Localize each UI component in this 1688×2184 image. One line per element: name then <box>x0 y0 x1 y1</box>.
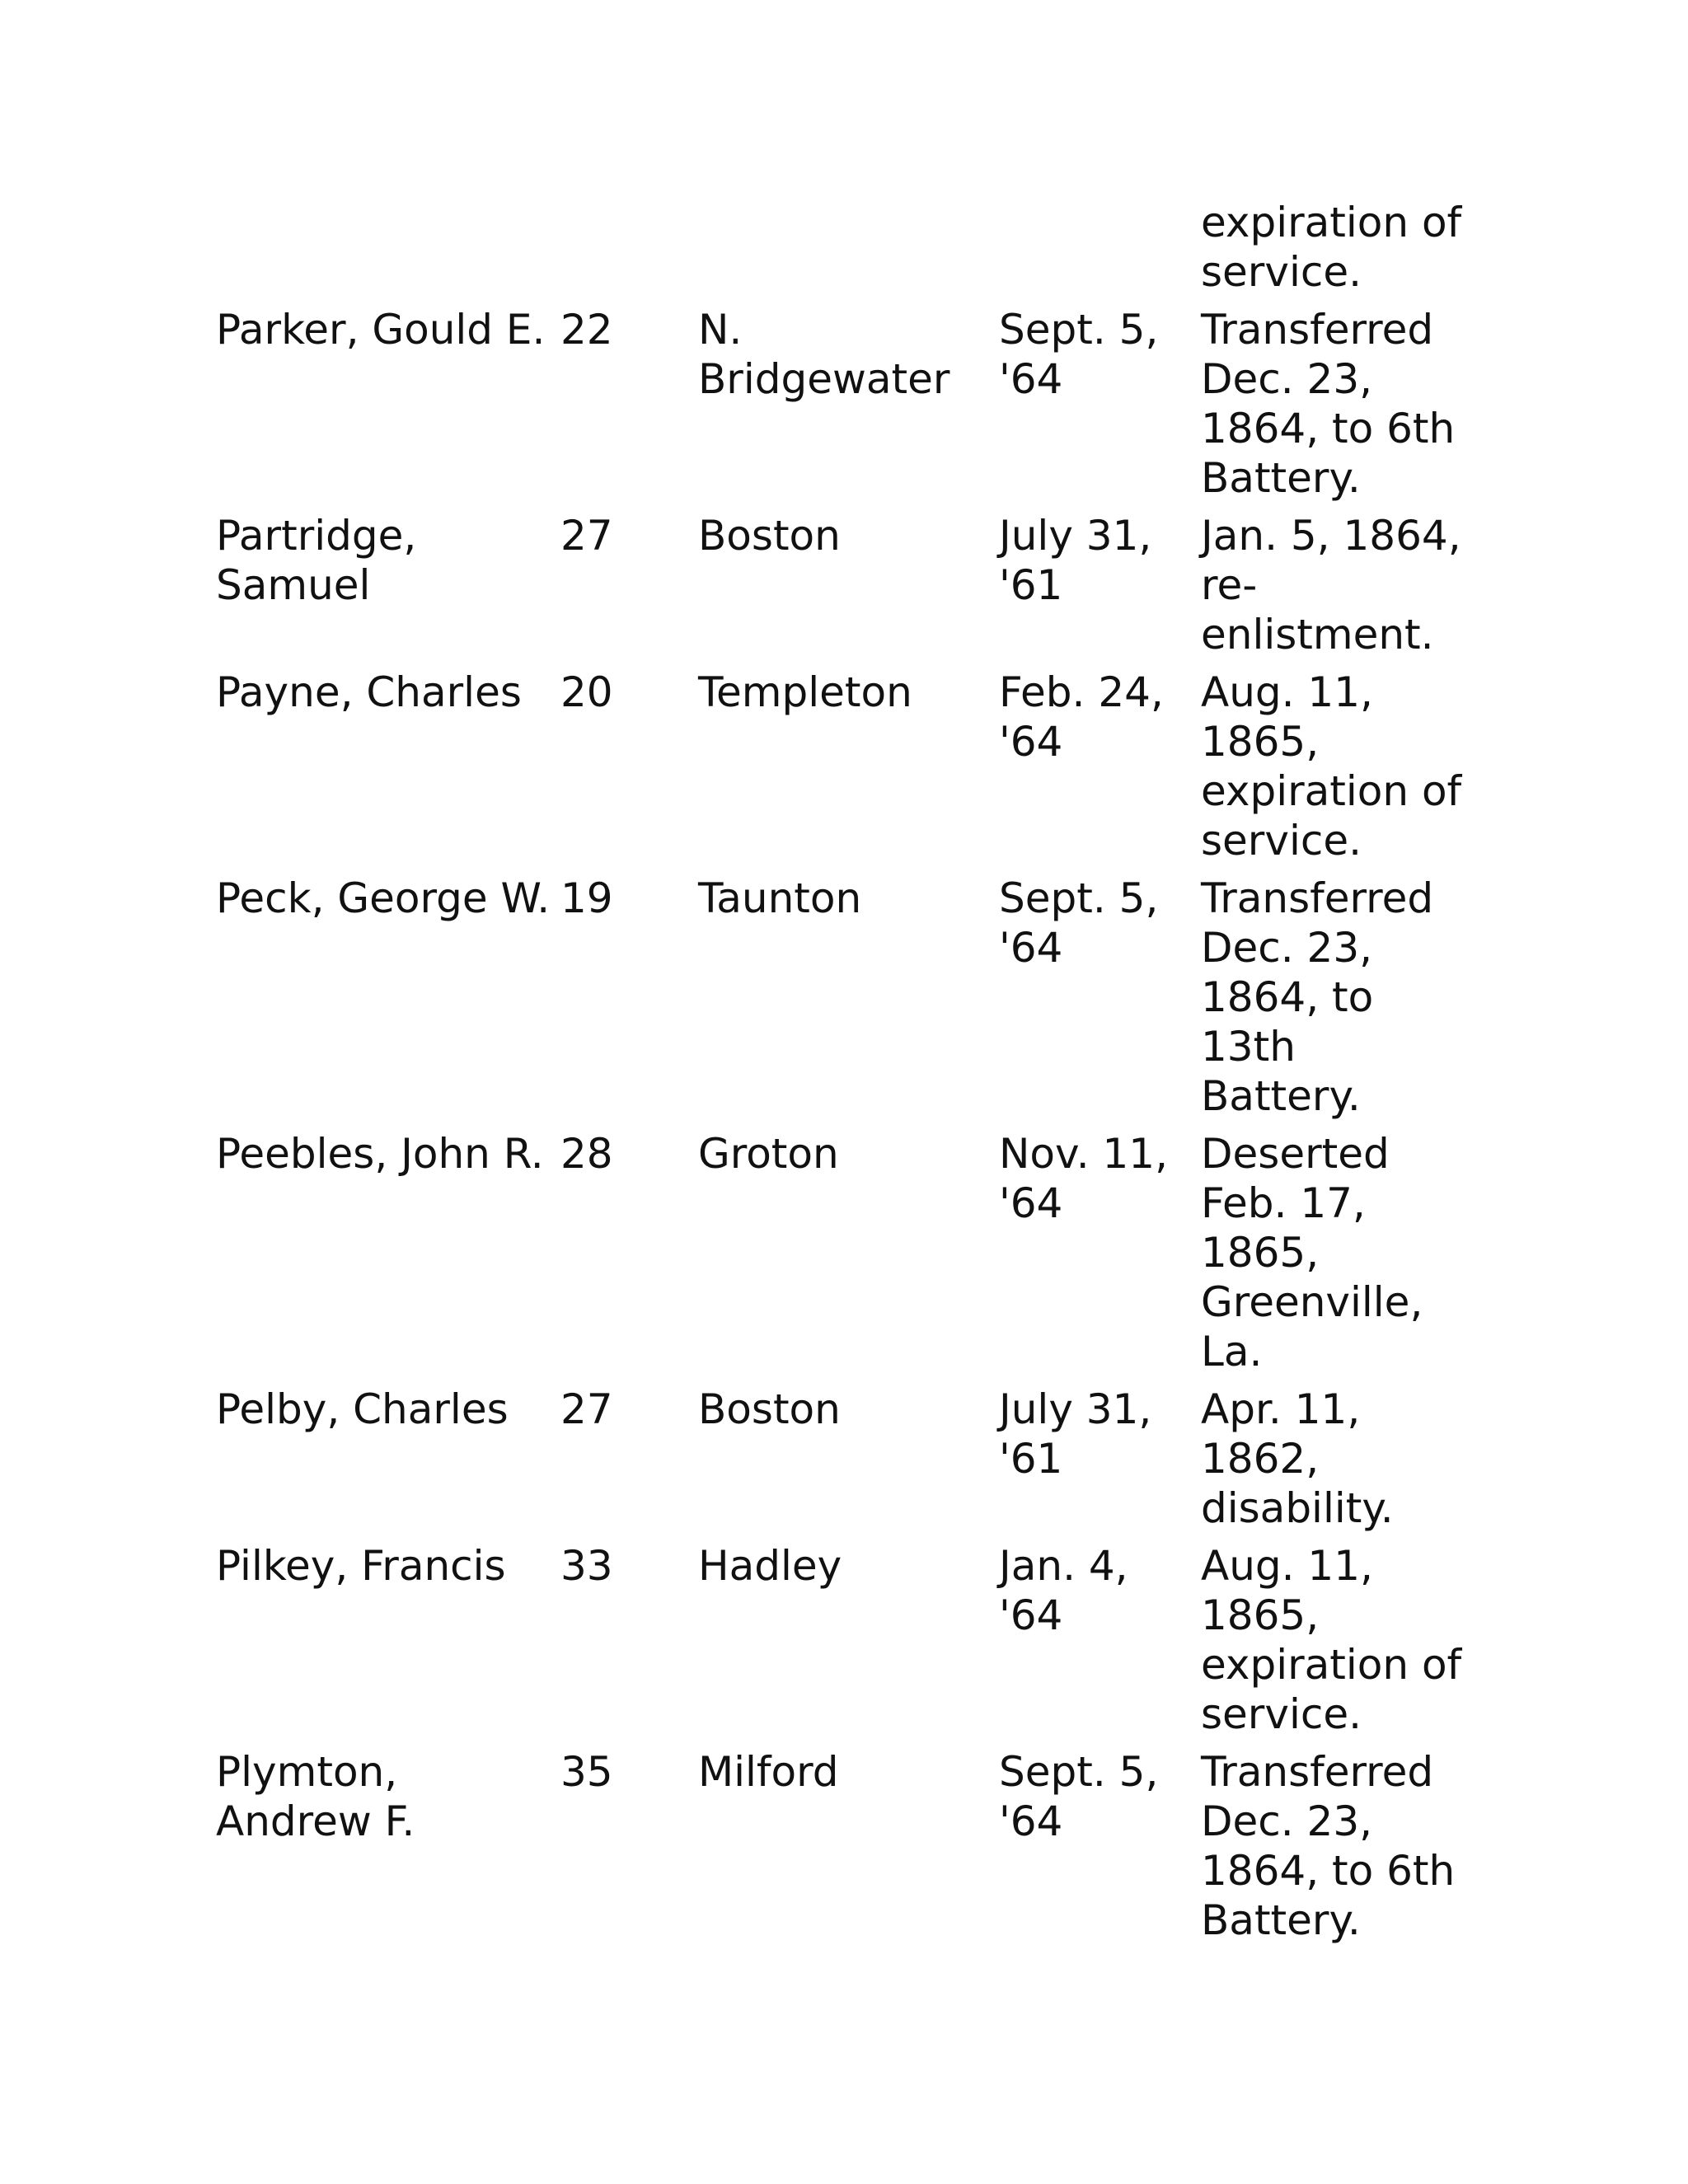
date-cell: Jan. 4, '64 <box>999 1542 1128 1639</box>
remark-cell: Apr. 11, 1862, disability. <box>1201 1385 1394 1532</box>
name-cell: Peebles, John R. <box>216 1130 544 1178</box>
date-cell: July 31, '61 <box>999 1385 1152 1483</box>
table-row <box>216 305 1502 503</box>
town-cell: Templeton <box>698 668 912 716</box>
date-cell: Sept. 5, '64 <box>999 874 1159 972</box>
town-cell: Taunton <box>698 874 862 922</box>
date-cell: Nov. 11, '64 <box>999 1130 1169 1227</box>
name-cell: Plymton, Andrew F. <box>216 1748 415 1845</box>
name-cell: Parker, Gould E. <box>216 306 546 354</box>
age-cell: 35 <box>560 1748 613 1796</box>
roster-table <box>216 198 1502 1953</box>
remark-cell: Deserted Feb. 17, 1865, Greenville, La. <box>1201 1130 1423 1376</box>
age-cell: 33 <box>560 1542 613 1590</box>
age-cell: 27 <box>560 1385 613 1433</box>
continuation-row <box>216 198 1502 297</box>
town-cell: Boston <box>698 1385 841 1433</box>
name-cell: Payne, Charles <box>216 668 522 716</box>
table-row <box>216 1541 1502 1739</box>
table-row <box>216 874 1502 1121</box>
name-cell: Peck, George W. <box>216 874 551 922</box>
table-row <box>216 1129 1502 1376</box>
town-cell: Milford <box>698 1748 839 1796</box>
remark-cell: Transferred Dec. 23, 1864, to 6th Battery. <box>1201 1748 1456 1944</box>
remark-cell: Jan. 5, 1864, re- enlistment. <box>1201 512 1461 658</box>
town-cell: N. Bridgewater <box>698 306 950 403</box>
table-row <box>216 1385 1502 1533</box>
date-cell: July 31, '61 <box>999 512 1152 609</box>
town-cell: Groton <box>698 1130 839 1178</box>
name-cell: Pilkey, Francis <box>216 1542 506 1590</box>
remark-cell: Aug. 11, 1865, expiration of service. <box>1201 668 1462 865</box>
age-cell: 27 <box>560 512 613 560</box>
table-row <box>216 511 1502 659</box>
date-cell: Sept. 5, '64 <box>999 306 1159 403</box>
age-cell: 20 <box>560 668 613 716</box>
remark-cell: Transferred Dec. 23, 1864, to 6th Battery. <box>1201 306 1456 502</box>
town-cell: Boston <box>698 512 841 560</box>
town-cell: Hadley <box>698 1542 842 1590</box>
age-cell: 19 <box>560 874 613 922</box>
remark-cell: Transferred Dec. 23, 1864, to 13th Battery. <box>1201 874 1434 1120</box>
name-cell: Partridge, Samuel <box>216 512 417 609</box>
table-row <box>216 1747 1502 1945</box>
age-cell: 22 <box>560 306 613 354</box>
age-cell: 28 <box>560 1130 613 1178</box>
name-cell: Pelby, Charles <box>216 1385 509 1433</box>
date-cell: Sept. 5, '64 <box>999 1748 1159 1845</box>
remark-cell: Aug. 11, 1865, expiration of service. <box>1201 1542 1462 1738</box>
table-row <box>216 668 1502 865</box>
date-cell: Feb. 24, '64 <box>999 668 1164 766</box>
remark-cell: expiration of service. <box>1201 199 1462 296</box>
